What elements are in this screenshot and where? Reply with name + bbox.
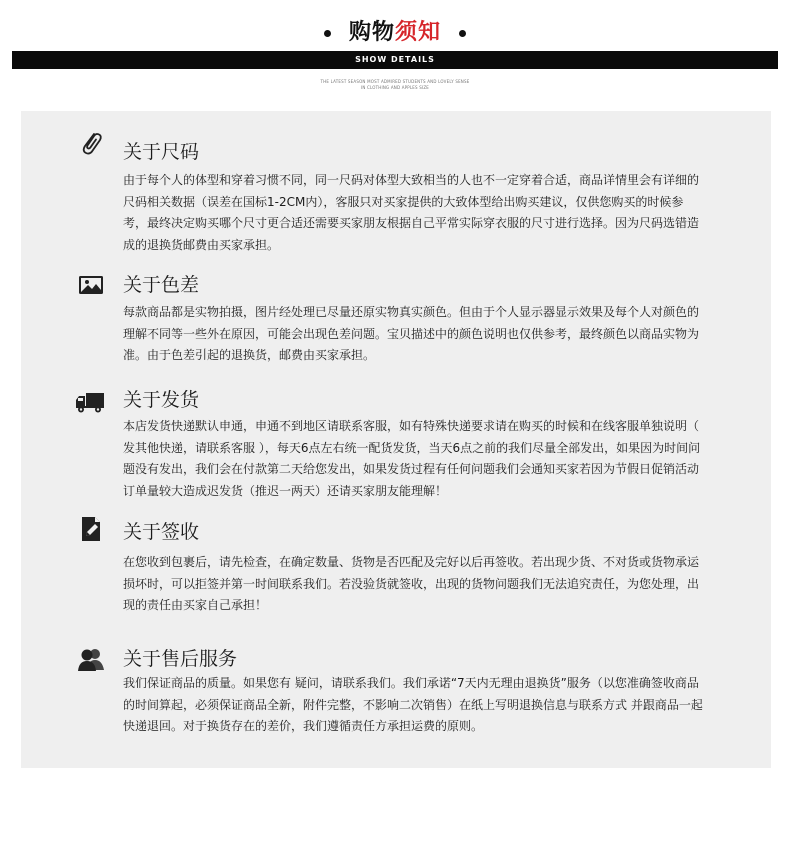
section-title: 关于尺码 [123, 141, 200, 163]
bullet-dot-icon [324, 30, 331, 37]
tagline-line-2: IN CLOTHING AND APPLES SIZE [360, 85, 430, 90]
paperclip-icon [77, 129, 105, 157]
picture-icon [77, 271, 105, 299]
truck-icon [74, 388, 106, 416]
section-body: 本店发货快递默认申通，申通不到地区请联系客服，如有特殊快递要求请在购买的时候和在线客服单独说明（ 发其他快递，请联系客服 ），每天6点左右统一配货发货，当天6点之前的我们尽量全部发出，如果因为时间问题没有发出，我们会在付款第二天给您发出，如果发货过程有任何问题我们会通知买家若因为节假日促销活动订单量较大造成迟发货（推迟一两天）还请买家朋友能理解！ [123, 419, 701, 499]
show-details-bar: SHOW DETAILS [12, 51, 778, 69]
title-black-part: 购物 [348, 20, 395, 45]
section-body: 我们保证商品的质量。如果您有 疑问，请联系我们。我们承诺“7天内无理由退换货”服务（以您准确签收商品的时间算起，必须保证商品全新，附件完整，不影响二次销售）在纸上写明退换信息与联系方式 并跟商品一起快递退回。对于换货存在的差价，我们遵循责任方承担运费的原则。 [123, 676, 703, 734]
section-body: 由于每个人的体型和穿着习惯不同，同一尺码对体型大致相当的人也不一定穿着合适，商品详情里会有详细的尺码相关数据（误差在国标1-2CM内），客服只对买家提供的大致体型给出购买建议，仅供您购买的时候参考，最终决定购买哪个尺寸更合适还需要买家朋友根据自己平常实际穿衣服的尺寸进行选择。因为尺码选错造成的退换货邮费由买家承担。 [123, 173, 700, 253]
title-red-part: 须知 [395, 20, 442, 45]
section-body: 每款商品都是实物拍摄，图片经处理已尽量还原实物真实颜色。但由于个人显示器显示效果及每个人对颜色的理解不同等一些外在原因，可能会出现色差问题。宝贝描述中的颜色说明也仅供参考，最终颜色以商品实物为准。由于色差引起的退换货，邮费由买家承担。 [123, 305, 700, 363]
tagline-line-1: THE LATEST SEASON MOST ADMIRED STUDENTS AND LOVELY SENSE [320, 79, 470, 84]
page-title [0, 18, 790, 48]
section-body: 在您收到包裹后，请先检查，在确定数量、货物是否匹配及完好以后再签收。若出现少货、不对货或货物承运损坏时，可以拒签并第一时间联系我们。若没验货就签收，出现的货物问题我们无法追究责任，为您处理，出现的责任由买家自己承担！ [123, 555, 700, 613]
tagline [0, 79, 790, 91]
section-title: 关于签收 [123, 521, 200, 543]
section-title: 关于发货 [123, 389, 200, 411]
edit-pencil-icon [77, 515, 105, 543]
section-title: 关于色差 [123, 274, 200, 296]
bullet-dot-icon [459, 30, 466, 37]
section-title: 关于售后服务 [123, 648, 238, 670]
notice-panel [21, 111, 771, 768]
header [0, 0, 790, 64]
users-icon [76, 646, 106, 674]
